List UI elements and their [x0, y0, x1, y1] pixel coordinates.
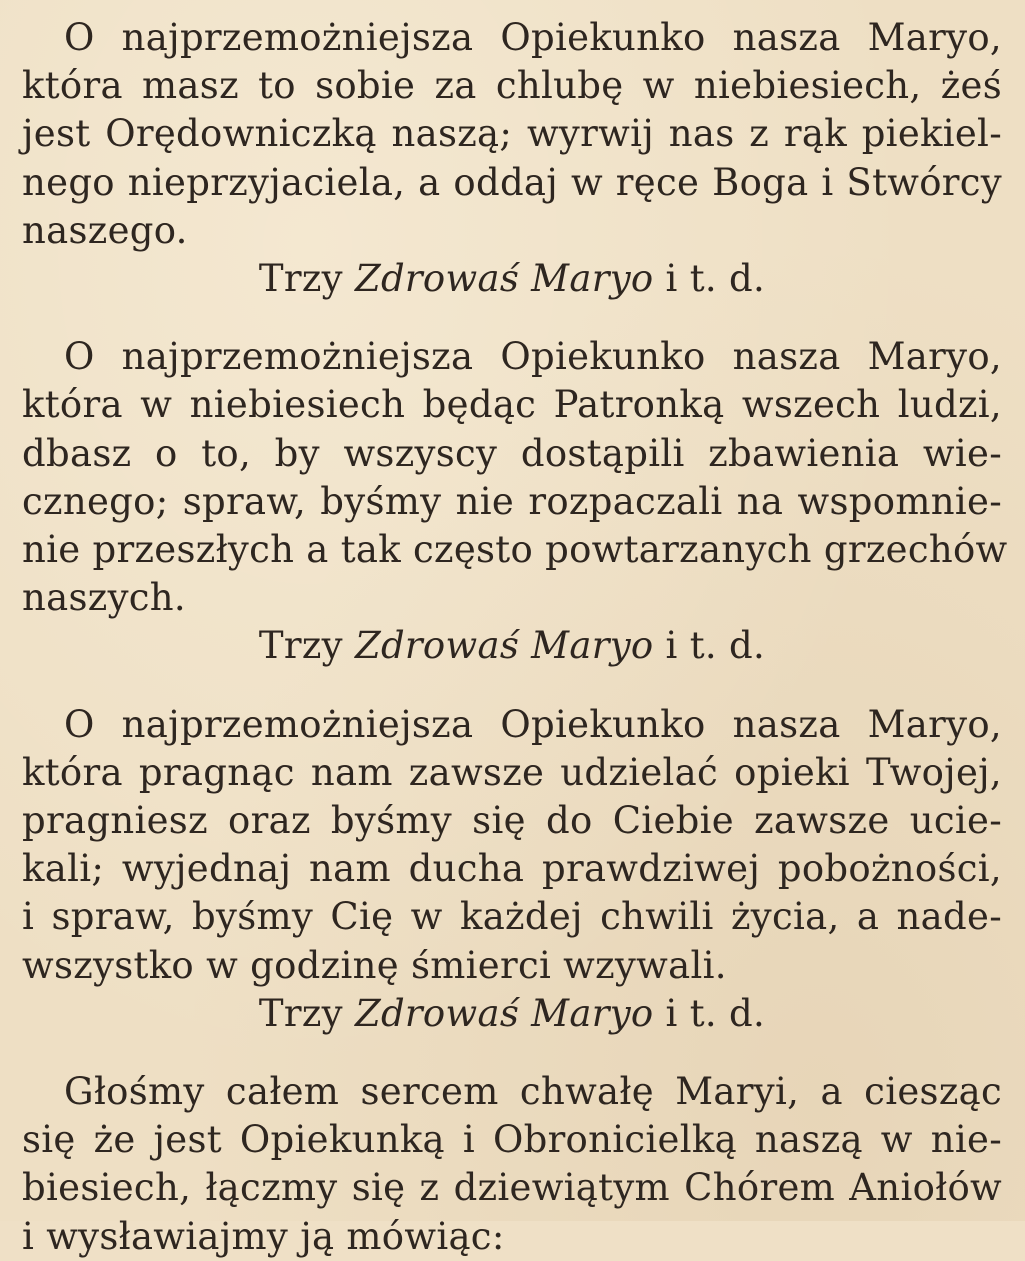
text-line: naszych. — [22, 576, 186, 620]
text-line: O najprzemożniejsza Opiekunko nasza Maryo, — [64, 16, 1002, 59]
paragraph-gap — [22, 303, 1002, 333]
text-line: dbasz o to, by wszyscy dostąpili zbawienia wie- — [22, 431, 1002, 475]
refrain-line — [22, 255, 1002, 303]
paragraph-4 — [22, 1068, 1002, 1261]
text-line: nego nieprzyjaciela, a oddaj w ręce Boga i Stwórcy — [22, 160, 1002, 204]
refrain-line — [22, 622, 1002, 670]
text-line: O najprzemożniejsza Opiekunko nasza Maryo, — [64, 702, 1002, 746]
paragraph-2 — [22, 333, 1008, 670]
text-line: która pragnąc nam zawsze udzielać opieki Twojej, — [22, 750, 1002, 794]
text-line: która w niebiesiech będąc Patronką wszech ludzi, — [22, 383, 1002, 427]
refrain-line — [22, 990, 1002, 1038]
text-line: i wysławiajmy ją mówiąc: — [22, 1214, 505, 1258]
refrain-italic: Zdrowaś Maryo — [354, 624, 654, 668]
text-line: Głośmy całem sercem chwałę Maryi, a ciesząc — [64, 1070, 1002, 1114]
refrain-post: i t. d. — [665, 257, 766, 301]
text-line: naszego. — [22, 208, 188, 252]
text-line: pragniesz oraz byśmy się do Ciebie zawsze ucie- — [22, 799, 1002, 843]
text-line: nie przeszłych a tak często powtarzanych grzechów — [22, 528, 1008, 572]
refrain-pre: Trzy — [258, 257, 343, 301]
text-line: się że jest Opiekunką i Obronicielką naszą w nie- — [22, 1118, 1002, 1162]
text-line: kali; wyjednaj nam ducha prawdziwej pobożności, — [22, 847, 1002, 891]
paragraph-gap — [22, 1038, 1002, 1068]
prayer-text — [22, 14, 1008, 1261]
refrain-post: i t. d. — [665, 991, 766, 1035]
paragraph-3 — [22, 701, 1002, 1038]
text-line: O najprzemożniejsza Opiekunko nasza Maryo, — [64, 335, 1002, 379]
text-line: biesiech, łączmy się z dziewiątym Chórem Aniołów — [22, 1166, 1002, 1210]
paragraph-1 — [22, 14, 1002, 303]
text-line: cznego; spraw, byśmy nie rozpaczali na wspomnie- — [22, 479, 1002, 523]
refrain-pre: Trzy — [258, 624, 343, 668]
paragraph-gap — [22, 671, 1002, 701]
refrain-post: i t. d. — [665, 624, 766, 668]
text-line: jest Orędowniczką naszą; wyrwij nas z rąk piekiel- — [22, 112, 1002, 156]
refrain-italic: Zdrowaś Maryo — [354, 991, 654, 1035]
text-line: i spraw, byśmy Cię w każdej chwili życia, a nade- — [22, 895, 1002, 939]
refrain-pre: Trzy — [258, 991, 343, 1035]
refrain-italic: Zdrowaś Maryo — [354, 257, 654, 301]
text-line: wszystko w godzinę śmierci wzywali. — [22, 943, 727, 987]
text-line: która masz to sobie za chlubę w niebiesiech, żeś — [22, 64, 1002, 108]
